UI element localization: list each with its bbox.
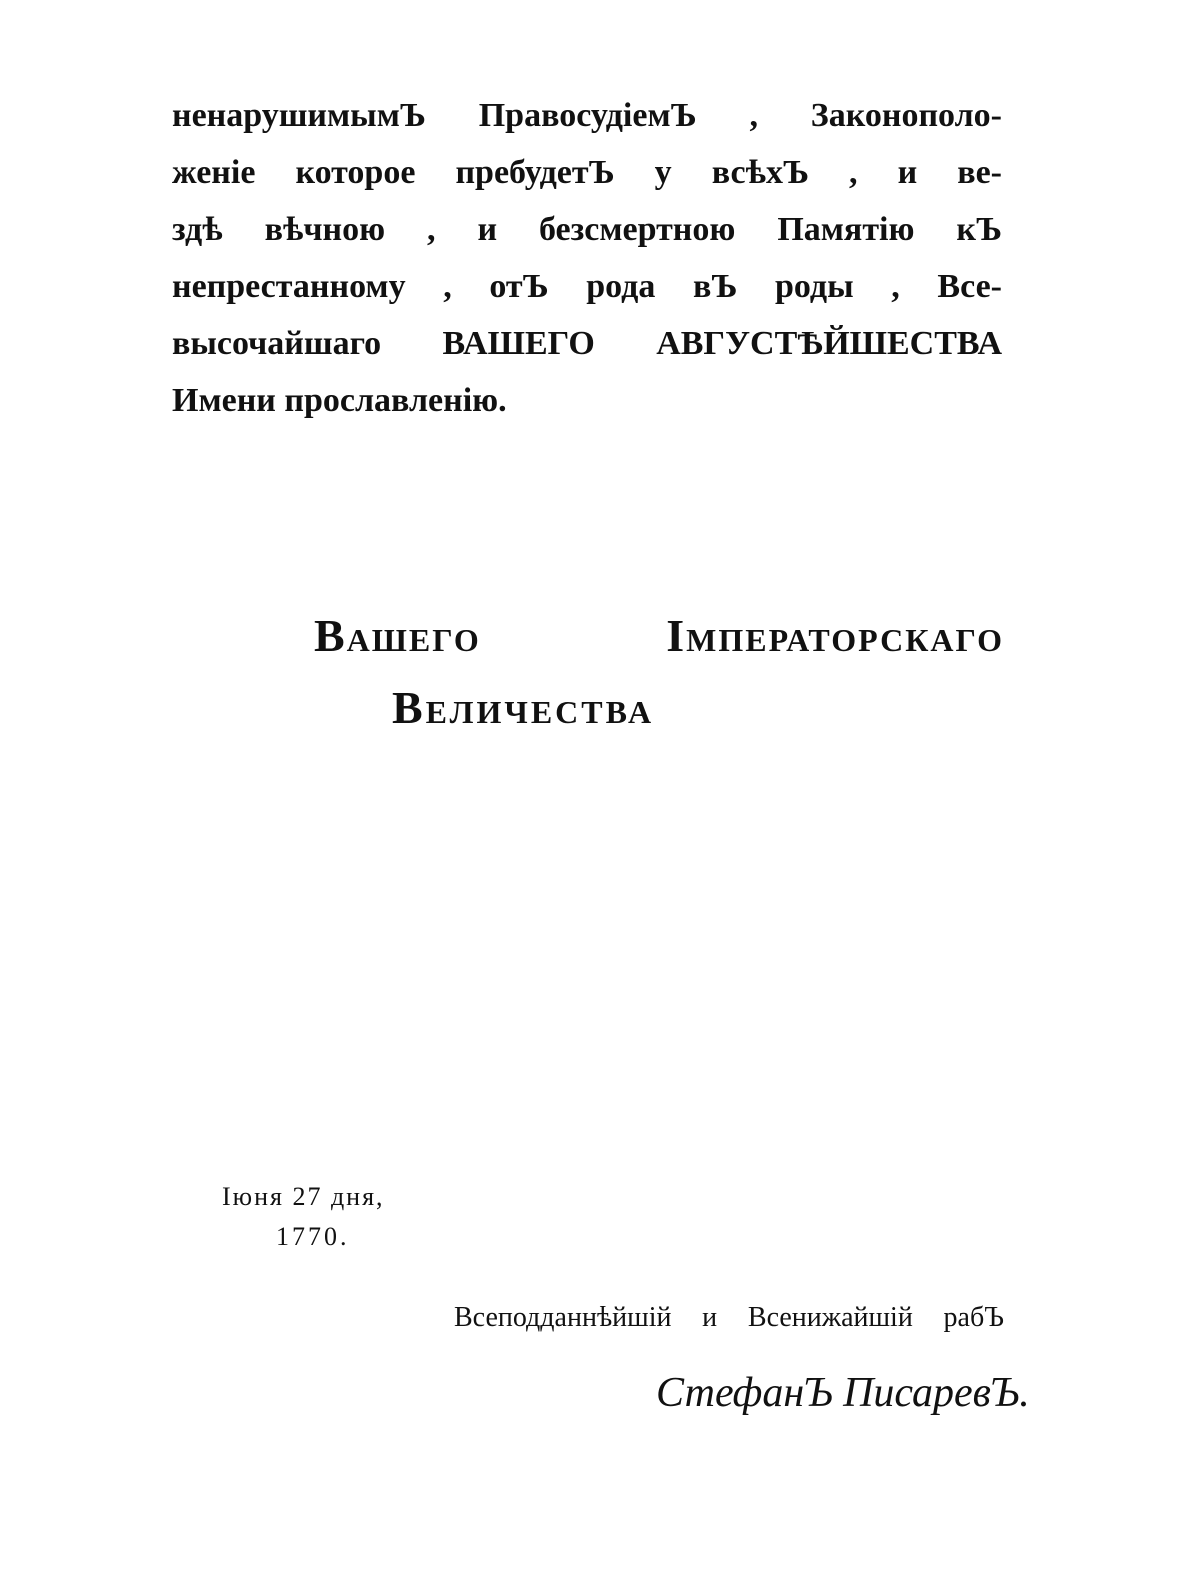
body-line: здѣ вѣчною , и безсмертною Памятію кЪ	[172, 211, 1002, 248]
body-line: женіе которое пребудетЪ у всѣхЪ , и ве-	[172, 154, 1002, 191]
closing-salutation-line-1: Вашего Імператорскаго	[314, 610, 1004, 661]
body-line: ненарушимымЪ ПравосудіемЪ , Законополо-	[172, 97, 1002, 134]
signature: СтефанЪ ПисаревЪ.	[656, 1370, 1030, 1416]
body-line: Имени прославленію.	[172, 382, 507, 419]
body-line: высочайшаго ВАШЕГО АВГУСТѢЙШЕСТВА	[172, 325, 1002, 362]
servant-title: Всеподданнѣйшій и Всенижайшій рабЪ	[454, 1302, 1004, 1333]
date-day: Іюня 27 дня,	[222, 1182, 385, 1211]
body-line: непрестанному , отЪ рода вЪ роды , Все-	[172, 268, 1002, 305]
closing-salutation-line-2: Величества	[392, 682, 655, 733]
date-year: 1770.	[276, 1222, 350, 1251]
body-paragraph	[172, 96, 1002, 438]
